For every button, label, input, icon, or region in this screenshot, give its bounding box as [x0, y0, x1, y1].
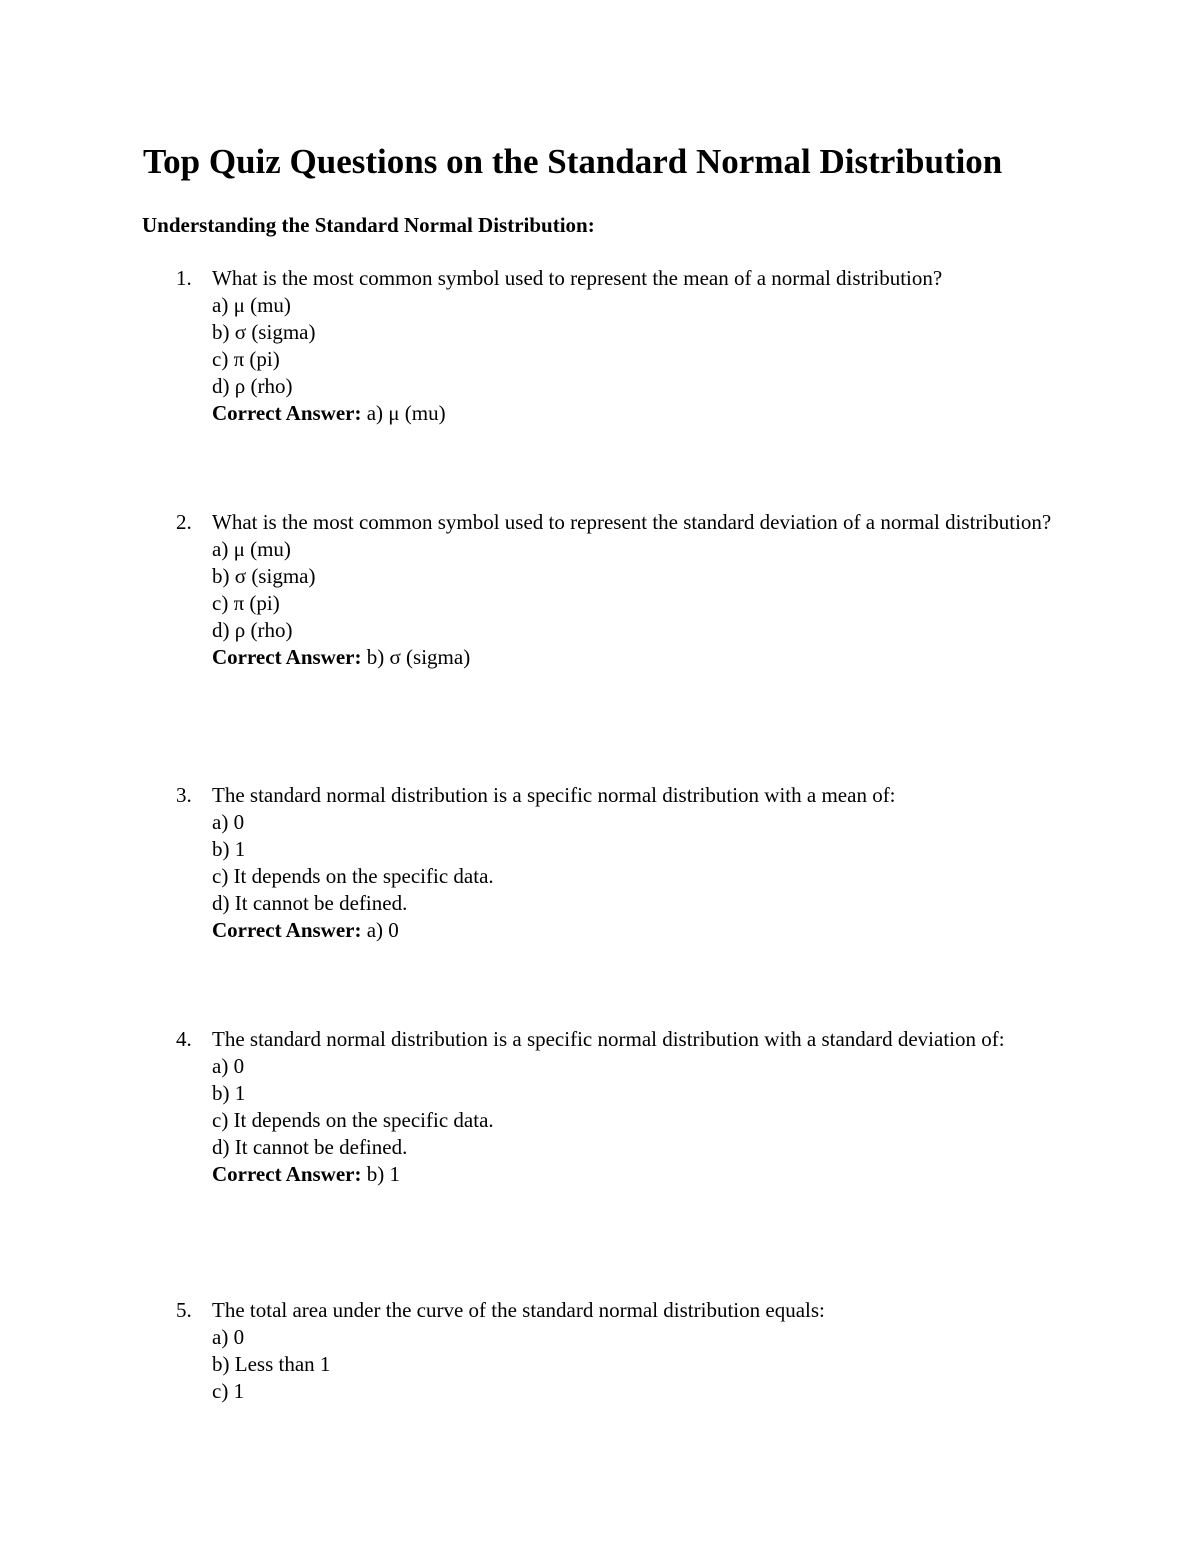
question-item: [176, 782, 1056, 944]
section-heading: Understanding the Standard Normal Distribution:: [142, 213, 595, 237]
answer-option: a) 0: [212, 1325, 245, 1349]
correct-answer-label: Correct Answer:: [212, 645, 362, 669]
correct-answer-value: b) σ (sigma): [366, 645, 471, 669]
correct-answer-label: Correct Answer:: [212, 918, 362, 942]
answer-option: c) It depends on the specific data.: [212, 1108, 494, 1132]
correct-answer-label: Correct Answer:: [212, 1162, 362, 1186]
answer-option: d) It cannot be defined.: [212, 891, 408, 915]
question-item: [176, 265, 1056, 427]
answer-option: c) π (pi): [212, 347, 280, 371]
question-number: 5.: [176, 1298, 192, 1322]
question-number: 2.: [176, 510, 192, 534]
question-number: 3.: [176, 783, 192, 807]
answer-option: c) π (pi): [212, 591, 280, 615]
question-item: [176, 509, 1056, 671]
correct-answer: [212, 644, 1056, 671]
page-title: Top Quiz Questions on the Standard Normal Distribution: [143, 142, 1003, 181]
question-text: The standard normal distribution is a specific normal distribution with a mean of:: [212, 783, 896, 807]
question-item: [176, 1297, 1056, 1405]
question-text: What is the most common symbol used to represent the standard deviation of a normal distribution?: [212, 510, 1052, 534]
answer-option: a) μ (mu): [212, 293, 291, 317]
answer-option: b) σ (sigma): [212, 320, 316, 344]
correct-answer: [212, 1161, 1056, 1188]
answer-option: d) It cannot be defined.: [212, 1135, 408, 1159]
correct-answer: [212, 400, 1056, 427]
correct-answer-label: Correct Answer:: [212, 401, 362, 425]
answer-option: c) 1: [212, 1379, 245, 1403]
answer-option: a) μ (mu): [212, 537, 291, 561]
answer-option: b) σ (sigma): [212, 564, 316, 588]
answer-option: d) ρ (rho): [212, 374, 293, 398]
answer-option: b) 1: [212, 837, 246, 861]
correct-answer-value: a) μ (mu): [366, 401, 446, 425]
answer-option: b) 1: [212, 1081, 246, 1105]
correct-answer-value: a) 0: [366, 918, 399, 942]
question-number: 4.: [176, 1027, 192, 1051]
correct-answer-value: b) 1: [366, 1162, 400, 1186]
question-number: 1.: [176, 266, 192, 290]
answer-option: c) It depends on the specific data.: [212, 864, 494, 888]
answer-option: d) ρ (rho): [212, 618, 293, 642]
answer-option: a) 0: [212, 810, 245, 834]
question-text: What is the most common symbol used to represent the mean of a normal distribution?: [212, 266, 943, 290]
answer-option: a) 0: [212, 1054, 245, 1078]
question-text: The total area under the curve of the standard normal distribution equals:: [212, 1298, 825, 1322]
correct-answer: [212, 917, 1056, 944]
question-item: [176, 1026, 1056, 1188]
question-text: The standard normal distribution is a specific normal distribution with a standard deviation of:: [212, 1027, 1005, 1051]
answer-option: b) Less than 1: [212, 1352, 331, 1376]
